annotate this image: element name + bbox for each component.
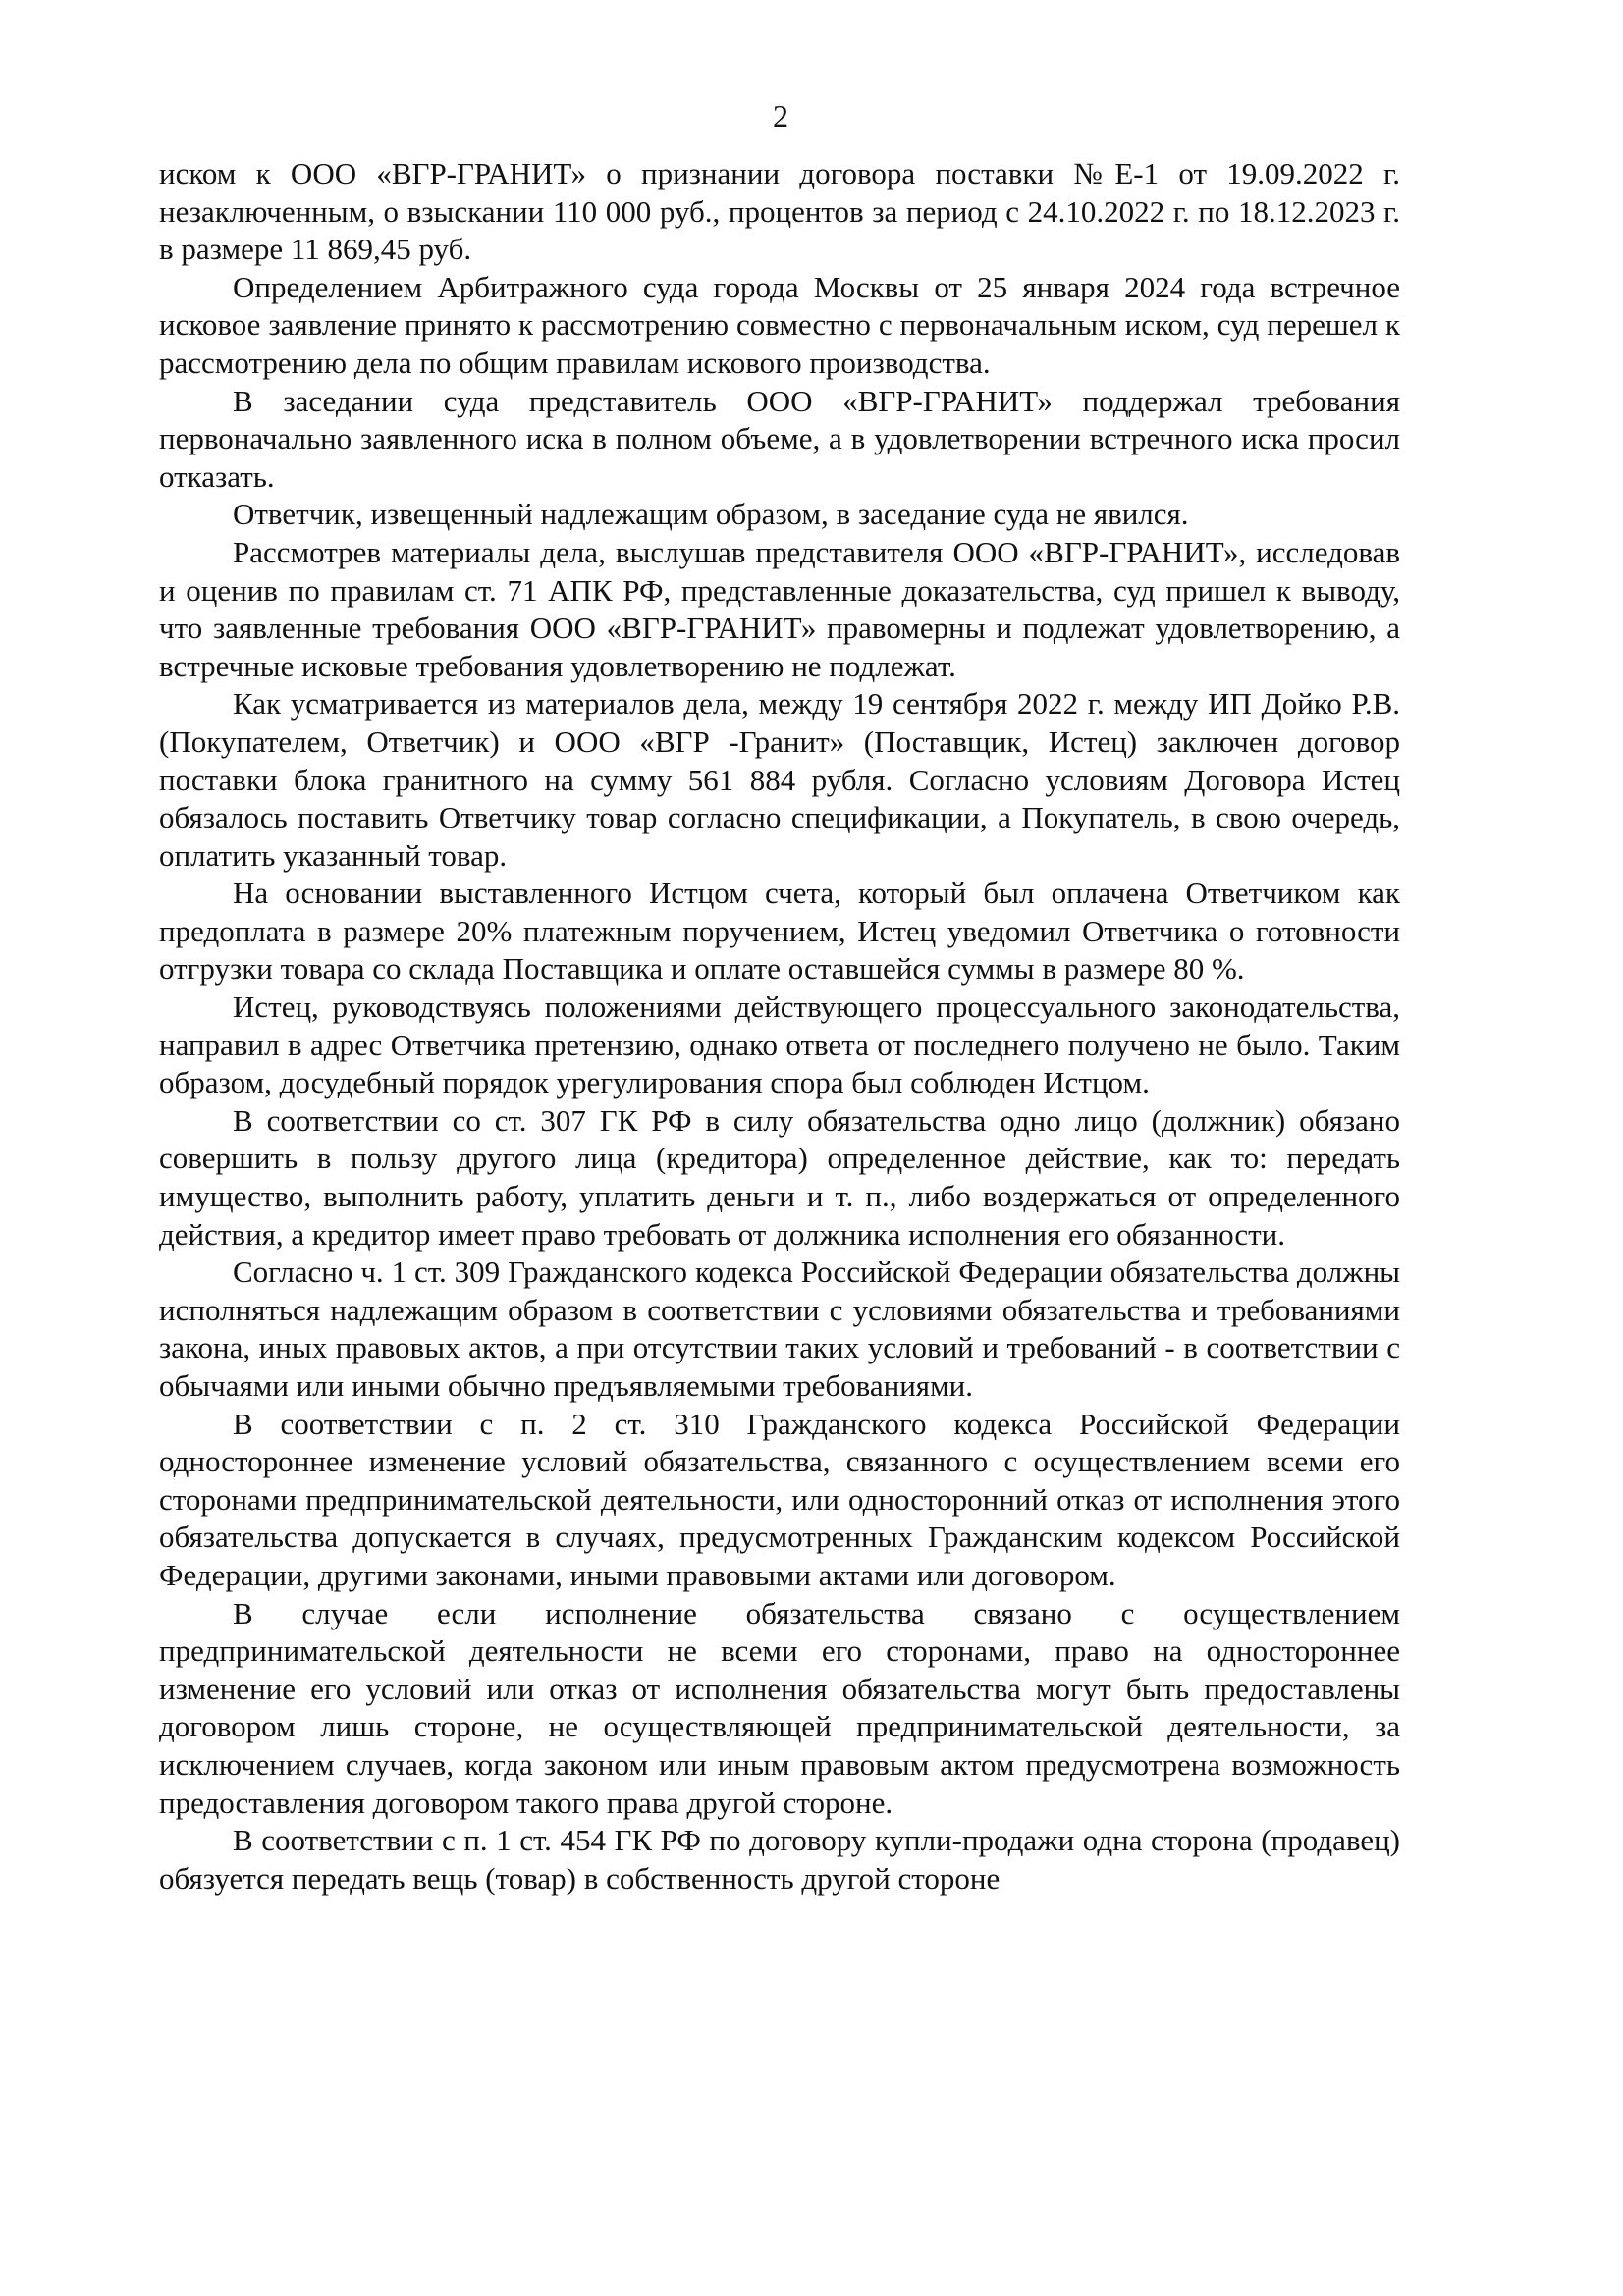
paragraph-article-454: В соответствии с п. 1 ст. 454 ГК РФ по договору купли-продажи одна сторона (продавец) обязуется передать вещь (товар) в собственность другой стороне xyxy=(159,1823,1400,1896)
paragraph-court-conclusion: Рассмотрев материалы дела, выслушав представителя ООО «ВГР-ГРАНИТ», исследовав и оценив по правилам ст. 71 АПК РФ, представленные доказательства, суд пришел к выводу, что заявленные требования ООО «ВГР-ГРАНИТ» правомерны и подлежат удовлетворению, а встречные исковые требования удовлетворению не подлежат. xyxy=(159,534,1400,683)
paragraph-plaintiff-position: В заседании суда представитель ООО «ВГР-ГРАНИТ» поддержал требования первоначально заявленного иска в полном объеме, а в удовлетворении встречного иска просил отказать. xyxy=(159,383,1400,494)
paragraph-unilateral-change: В случае если исполнение обязательства связано с осуществлением предпринимательской деятельности не всеми его сторонами, право на одностороннее изменение его условий или отказ от исполнения обязательства могут быть предоставлены договором лишь стороне, не осуществляющей предпринимательской деятельности, за исключением случаев, когда законом или иным правовым актом предусмотрена возможность предоставления договором такого права другой стороне. xyxy=(159,1595,1400,1820)
paragraph-prepayment: На основании выставленного Истцом счета, который был оплачена Ответчиком как предоплата в размере 20% платежным поручением, Истец уведомил Ответчика о готовности отгрузки товара со склада Поставщика и оплате оставшейся суммы в размере 80 %. xyxy=(159,876,1400,987)
paragraph-contract-facts: Как усматривается из материалов дела, между 19 сентября 2022 г. между ИП Дойко Р.В. (Покупателем, Ответчик) и ООО «ВГР -Гранит» (Поставщик, Истец) заключен договор поставки блока гранитного на сумму 561 884 рубля. Согласно условиям Договора Истец обязалось поставить Ответчику товар согласно спецификации, а Покупатель, в свою очередь, оплатить указанный товар. xyxy=(159,686,1400,873)
document-body xyxy=(159,155,1400,1897)
page-number: 2 xyxy=(773,98,788,133)
paragraph-defendant-absence: Ответчик, извещенный надлежащим образом, в заседание суда не явился. xyxy=(233,497,1189,532)
paragraph-claim-sent: Истец, руководствуясь положениями действующего процессуального законодательства, направил в адрес Ответчика претензию, однако ответа от последнего получено не было. Таким образом, досудебный порядок урегулирования спора был соблюден Истцом. xyxy=(159,989,1400,1100)
paragraph-court-ruling: Определением Арбитражного суда города Москвы от 25 января 2024 года встречное исковое заявление принято к рассмотрению совместно с первоначальным иском, суд перешел к рассмотрению дела по общим правилам искового производства. xyxy=(159,269,1400,380)
paragraph-article-309: Согласно ч. 1 ст. 309 Гражданского кодекса Российской Федерации обязательства должны исполняться надлежащим образом в соответствии с условиями обязательства и требованиями закона, иных правовых актов, а при отсутствии таких условий и требований - в соответствии с обычаями или иными обычно предъявляемыми требованиями. xyxy=(159,1255,1400,1403)
paragraph-counterclaim-continuation: иском к ООО «ВГР-ГРАНИТ» о признании договора поставки №Е-1 от 19.09.2022 г. незаключенным, о взыскании 110 000 руб., процентов за период с 24.10.2022 г. по 18.12.2023 г. в размере 11 869,45 руб. xyxy=(159,156,1400,267)
paragraph-article-307: В соответствии со ст. 307 ГК РФ в силу обязательства одно лицо (должник) обязано совершить в пользу другого лица (кредитора) определенное действие, как то: передать имущество, выполнить работу, уплатить деньги и т. п., либо воздержаться от определенного действия, а кредитор имеет право требовать от должника исполнения его обязанности. xyxy=(159,1102,1400,1252)
paragraph-article-310: В соответствии с п. 2 ст. 310 Гражданского кодекса Российской Федерации одностороннее изменение условий обязательства, связанного с осуществлением всеми его сторонами предпринимательской деятельности, или односторонний отказ от исполнения этого обязательства допускается в случаях, предусмотренных Гражданским кодексом Российской Федерации, другими законами, иными правовыми актами или договором. xyxy=(159,1406,1400,1592)
